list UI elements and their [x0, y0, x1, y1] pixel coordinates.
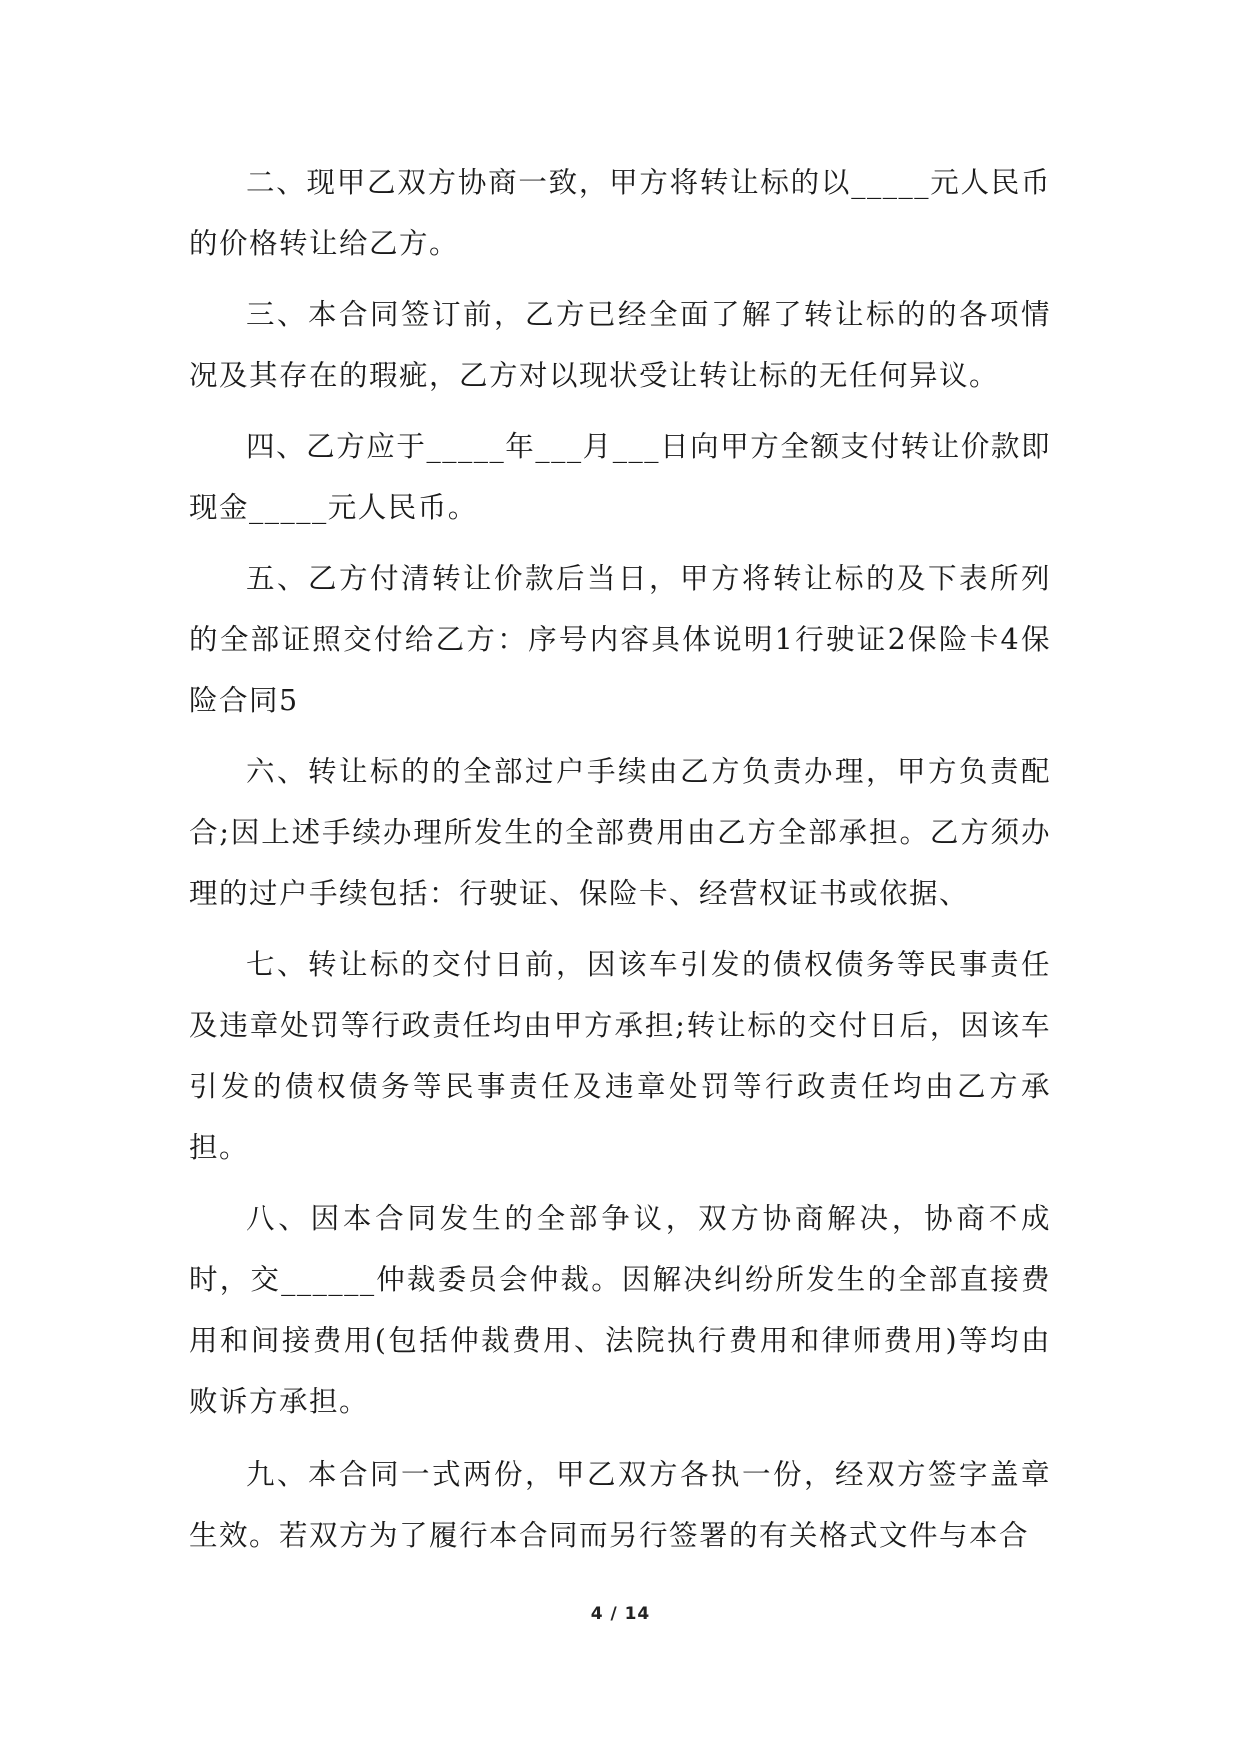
clause-8: 八、因本合同发生的全部争议，双方协商解决，协商不成时，交______仲裁委员会仲裁。因解决纠纷所发生的全部直接费用和间接费用(包括仲裁费用、法院执行费用和律师费用)等均由败诉方承担。 [189, 1202, 1051, 1418]
clause-4: 四、乙方应于_____年___月___日向甲方全额支付转让价款即现金_____元人民币。 [189, 430, 1051, 524]
clause-2: 二、现甲乙双方协商一致，甲方将转让标的以_____元人民币的价格转让给乙方。 [189, 166, 1051, 260]
clause-3: 三、本合同签订前，乙方已经全面了解了转让标的的各项情况及其存在的瑕疵，乙方对以现状受让转让标的无任何异议。 [189, 298, 1051, 392]
document-body [189, 152, 1051, 1576]
clause-9: 九、本合同一式两份，甲乙双方各执一份，经双方签字盖章生效。若双方为了履行本合同而另行签署的有关格式文件与本合 [189, 1458, 1051, 1552]
clause-6: 六、转让标的的全部过户手续由乙方负责办理，甲方负责配合;因上述手续办理所发生的全部费用由乙方全部承担。乙方须办理的过户手续包括：行驶证、保险卡、经营权证书或依据、 [189, 755, 1051, 910]
clause-7: 七、转让标的交付日前，因该车引发的债权债务等民事责任及违章处罚等行政责任均由甲方承担;转让标的交付日后，因该车引发的债权债务等民事责任及违章处罚等行政责任均由乙方承担。 [189, 948, 1051, 1164]
page-number: 4 / 14 [590, 1604, 651, 1624]
clause-5: 五、乙方付清转让价款后当日，甲方将转让标的及下表所列的全部证照交付给乙方：序号内容具体说明1行驶证2保险卡4保险合同5 [189, 562, 1051, 717]
